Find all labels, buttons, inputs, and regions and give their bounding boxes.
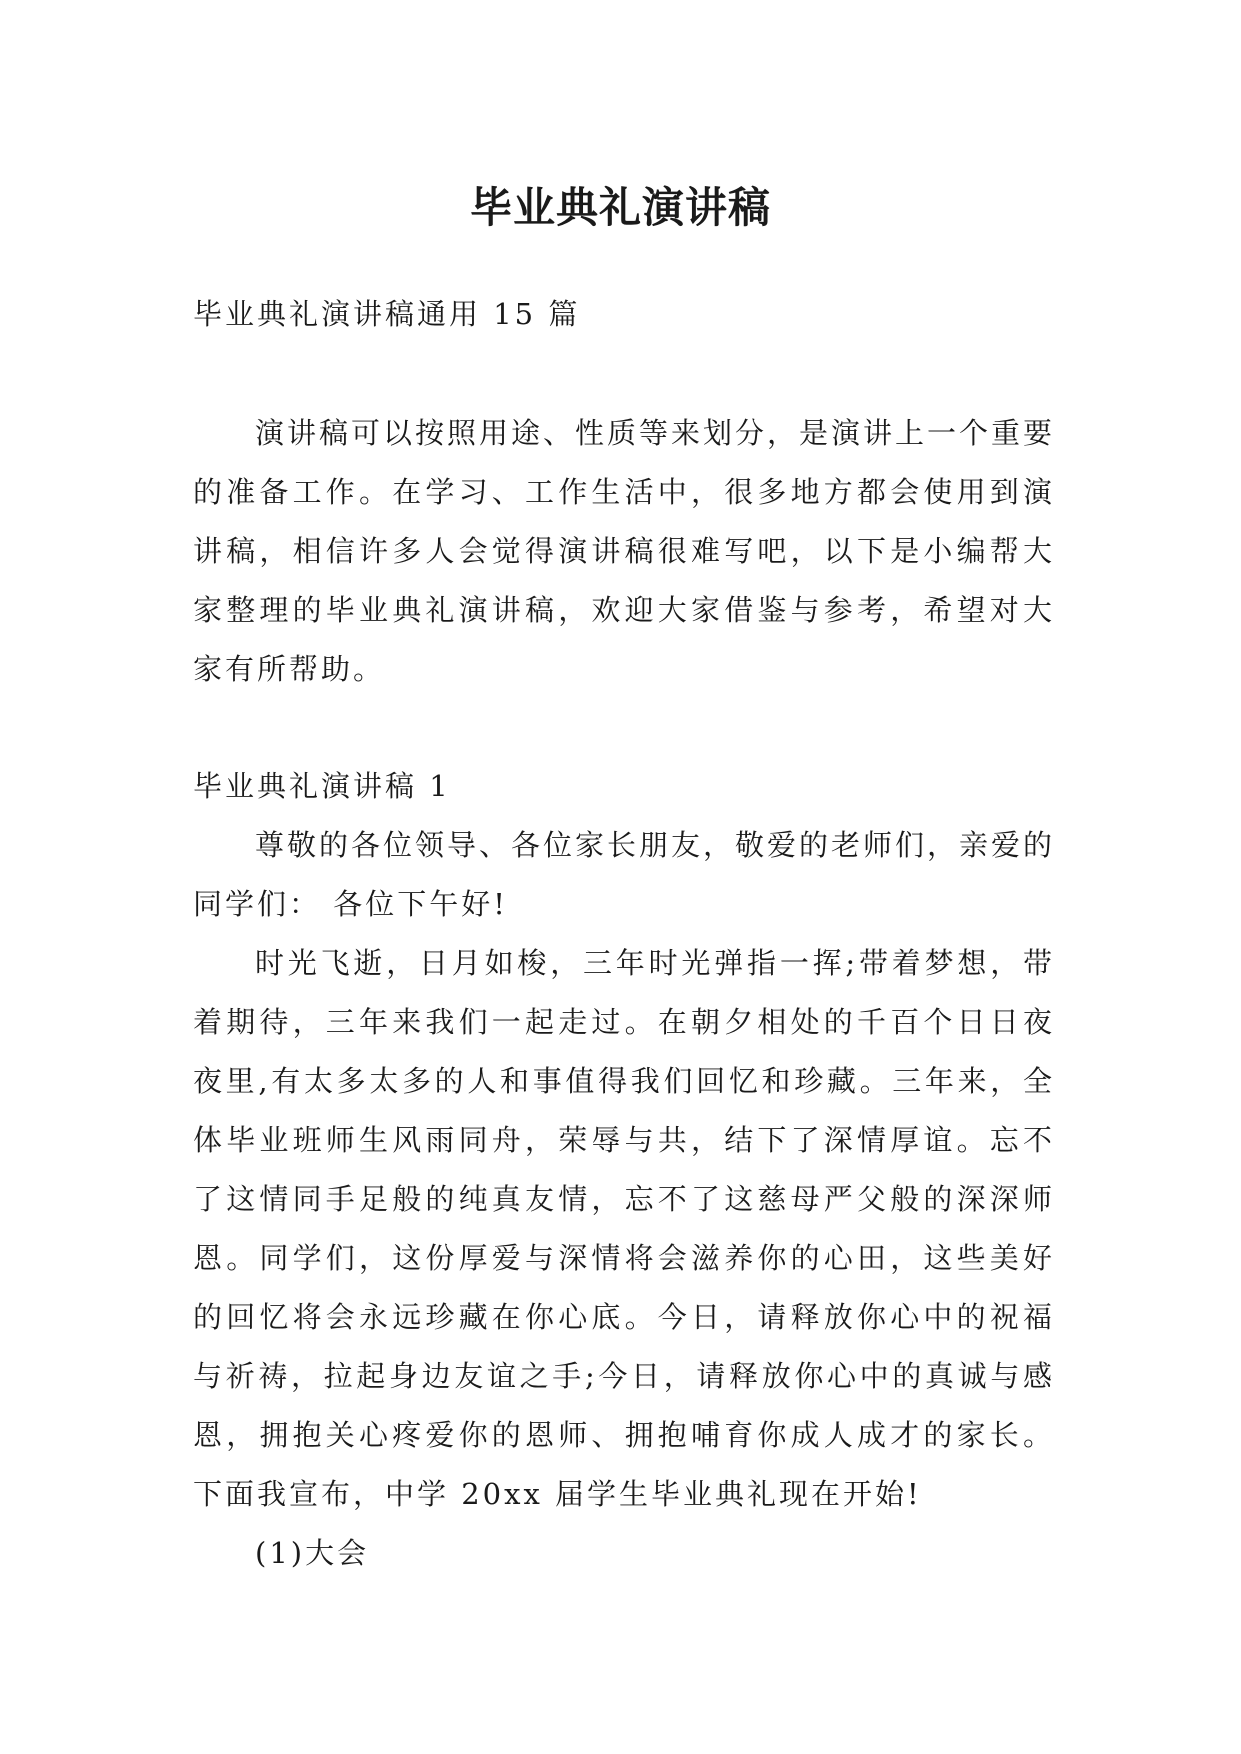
intro-paragraph: 演讲稿可以按照用途、性质等来划分，是演讲上一个重要的准备工作。在学习、工作生活中，很多地方都会使用到演讲稿，相信许多人会觉得演讲稿很难写吧，以下是小编帮大家整理的毕业典礼演讲稿，欢迎大家借鉴与参考，希望对大家有所帮助。 [193,416,1056,686]
document-body [193,285,1055,1583]
body-paragraph-list-item: (1)大会 [255,1536,370,1570]
body-paragraph-main: 时光飞逝，日月如梭，三年时光弹指一挥;带着梦想，带着期待，三年来我们一起走过。在朝夕相处的千百个日日夜夜里,有太多太多的人和事值得我们回忆和珍藏。三年来，全体毕业班师生风雨同舟，荣辱与共，结下了深情厚谊。忘不了这情同手足般的纯真友情，忘不了这慈母严父般的深深师恩。同学们，这份厚爱与深情将会滋养你的心田，这些美好的回忆将会永远珍藏在你心底。今日，请释放你心中的祝福与祈祷，拉起身边友谊之手;今日，请释放你心中的真诚与感恩，拥抱关心疼爱你的恩师、拥抱哺育你成人成才的家长。 下面我宣布，中学 20xx 届学生毕业典礼现在开始! [193,946,1055,1511]
document-subtitle: 毕业典礼演讲稿通用 15 篇 [193,297,581,331]
body-paragraph-greeting: 尊敬的各位领导、各位家长朋友，敬爱的老师们，亲爱的同学们： 各位下午好! [193,828,1056,921]
document-title: 毕业典礼演讲稿 [469,183,771,233]
section-heading: 毕业典礼演讲稿 1 [193,769,451,803]
